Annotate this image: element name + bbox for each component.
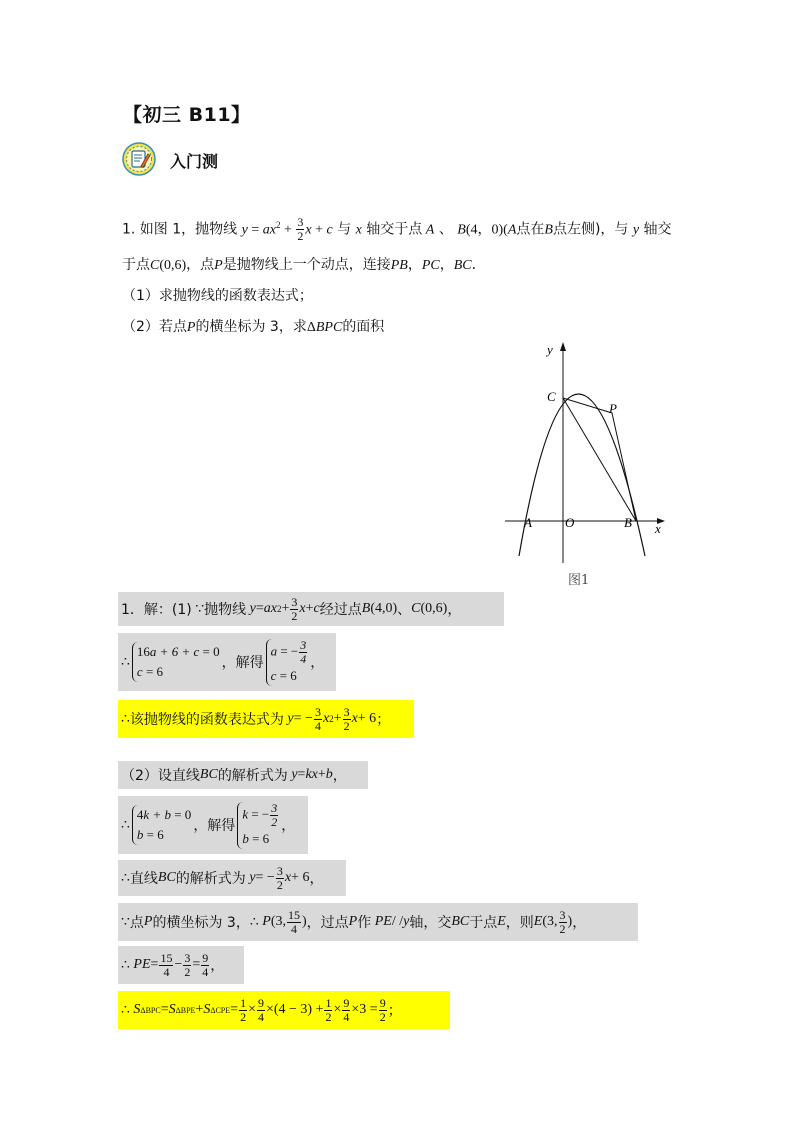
- label-o: O: [565, 515, 575, 530]
- page-title: 【初三 B11】: [123, 104, 251, 126]
- figure-caption: 图1: [568, 573, 590, 588]
- solution-line-6: ∴ 直线 BC 的解析式为 y = − $\frac{3}{2}$ x + 6 ，: [118, 860, 346, 896]
- parabola-figure: [505, 338, 675, 568]
- x-axis-label: x: [655, 521, 661, 536]
- problem-line-2: 于点C(0,6)，点P是抛物线上一个动点，连接PB，PC，BC．: [122, 257, 486, 273]
- problem-line-1: 1. 如图 1，抛物线 $y = ax^2$ + $\frac{3}{2}$ x + c 与 x 轴交于点 A 、 B(4，0)(A点在B点左侧)，与 y 轴交: [122, 215, 672, 244]
- solution-line-5: ∴ 4k + b = 0 b = 6 ，解得 k = − $\frac{3}{2}$ b = 6 ，: [118, 796, 308, 854]
- solution-line-4: （2）设直线 BC 的解析式为 y = kx + b ，: [118, 761, 368, 789]
- solution-line-7: ∵ 点 P 的横坐标为 3， ∴ P (3, $\frac{15}{4}$ ) ，过点 P 作 PE / / y 轴，交 BC 于点 E ，则 E (3, $\frac{3}{2}$ ) ，: [118, 903, 638, 941]
- label-a: A: [524, 515, 532, 530]
- section-label: 入门测: [170, 152, 219, 171]
- solution-answer-1: ∴ 该抛物线的函数表达式为 y = − $\frac{3}{4}$ x 2 + $\frac{3}{2}$ x + 6 ；: [118, 700, 414, 738]
- solution-answer-2: ∴ S ΔBPC = S ΔBPE + S ΔCPE = $\frac{1}{2}$ × $\frac{9}{4}$ ×(4 − 3) + $\frac{1}{2}$ × $\frac{9}{4}$ ×3 = $\frac{9}{2}$ ；: [118, 991, 450, 1029]
- question-1: （1）求抛物线的函数表达式；: [122, 288, 313, 304]
- solution-line-1: 1．解：(1) ∵ 抛物线 y = ax 2 + $\frac{3}{2}$ x + c 经过点 B (4,0) 、 C (0,6) ，: [118, 592, 504, 626]
- label-p: P: [609, 401, 617, 416]
- notebook-pencil-icon: [122, 142, 156, 176]
- label-b: B: [624, 515, 632, 530]
- solution-line-2: ∴ 16a + 6 + c = 0 c = 6 ，解得 a = − $\frac{3}{4}$ c = 6 ，: [118, 633, 336, 691]
- label-c: C: [547, 389, 556, 404]
- question-2: （2）若点P的横坐标为 3，求ΔBPC的面积: [122, 319, 385, 335]
- solution-line-8: ∴ PE = $\frac{15}{4}$ − $\frac{3}{2}$ = $\frac{9}{4}$ ，: [118, 946, 244, 984]
- y-axis-label: y: [547, 342, 553, 357]
